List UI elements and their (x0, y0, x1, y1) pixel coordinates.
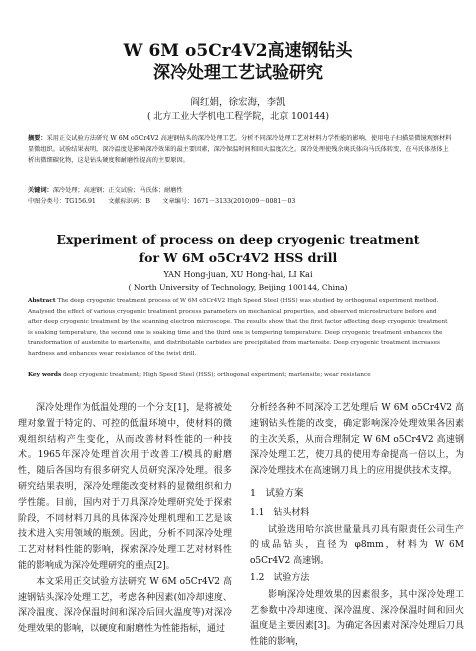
abstract-zh-label: 摘要： (28, 135, 47, 142)
keywords-en-label: Key words (28, 372, 62, 378)
english-affiliation: ( North University of Technology, Beijing 100144, China) (128, 283, 348, 292)
english-title-line-2: for W 6M o5Cr4V2 HSS drill (138, 250, 338, 265)
abstract-zh-text: 采用正交试验方法研究 W 6M o5Cr4V2 高速钢钻头的深冷处理工艺。分析不同深冷处理工艺对材料力学性能的影响，使用电子扫描显微镜观察材料显微组织。试验结果表明，深冷温度是影响深冷效果的最主要因素，深冷保温时间和回火温度次之。深冷处理使残余奥氏体向马氏体转变，在马氏体基体上析出微细碳化物，这是钻头硬度和耐磨性提高的主要原因。 (28, 135, 452, 164)
body-paragraph: 试验选用哈尔滨世量量具刃具有限责任公司生产的成品钻头，直径为 φ8mm，材料为 W 6M o5Cr4V2 高速钢。 (250, 524, 464, 567)
paper-title-line-2: 深冷处理工艺试验研究 (153, 63, 323, 83)
keywords-zh-label: 关键词： (28, 187, 53, 194)
abstract-en-text: The deep cryogenic treatment process of W 6M o5Cr4V2 High Speed Steel (HSS) was studied by orthogonal experiment method. Analysed the effect of various cryogenic treatment process parameters on mechanical properties, and observed microstructure before and after deep cryogenic treatment by the scanning electron microscope. The results show that the first factor affecting deep cryogenic treatment is soaking temperature, the second one is soaking time and the third one is tempering temperature. Deep cryogenic treatment enhances the transformation of austenite to martensite, and distributable carbides are precipitated from martensite. Deep cryogenic treatment increases hardness and enhances wear resistance of the twist drill. (28, 298, 448, 357)
subsection-heading: 1.2 试验方法 (250, 572, 310, 583)
classification-line: 中图分类号：TG156.91 文献标识码：B 文章编号：1671－3133(2010)09－0081－03 (28, 198, 296, 205)
paper-title-line-1: W 6M o5Cr4V2高速钢钻头 (123, 41, 353, 61)
abstract-en (28, 296, 452, 372)
body-paragraph: 本文采用正交试验方法研究 W 6M o5Cr4V2 高速钢钻头深冷处理工艺，考虑各种因素(如冷却速度、深冷温度、深冷保温时间和深冷后回火温度等)对深冷处理效果的影响，以硬度和耐磨性为性能指标，通过 (18, 576, 232, 635)
authors: 阎红娟，徐宏海，李凯 (190, 97, 286, 108)
english-authors: YAN Hong-juan, XU Hong-hai, LI Kai (163, 270, 313, 279)
keywords-zh (28, 185, 452, 196)
keywords-en (28, 372, 452, 378)
keywords-en-text: deep cryogenic treatment; High Speed Steel (HSS); orthogonal experiment; martensite; wear resistance (63, 372, 371, 378)
english-title-line-1: Experiment of process on deep cryogenic treatment (56, 232, 420, 247)
body-paragraph: 影响深冷处理效果的因素很多，其中深冷处理工艺参数中冷却速度、深冷温度、深冷保温时间和回火温度是主要因素[3]。为确定各因素对深冷处理后刀具性能的影响， (250, 589, 464, 648)
body-column-left (18, 401, 232, 635)
keywords-zh-text: 深冷处理；高速钢；正交试验；马氏体；耐磨性 (52, 187, 183, 194)
affiliation: ( 北方工业大学机电工程学院，北京 100144) (146, 112, 330, 122)
body-paragraph: 深冷处理作为低温处理的一个分支[1]，是将被处理对象置于特定的、可控的低温环境中，使材料的微观组织结构产生变化，从而改善材料性能的一种技术。1965年深冷处理首次用于改善工/模具的耐磨性，随后各国均有很多研究人员研究深冷处理。很多研究结果表明，深冷处理能改变材料的显微组织和力学性能。目前，国内对于刀具深冷处理研究处于探索阶段，不同材料刀具的具体深冷处理机理和工艺是该技术进入实用领域的瓶颈。因此，分析不同深冷处理工艺对材料性能的影响，探索深冷处理工艺对材料性能的影响成为深冷处理研究的重点[2]。 (18, 403, 232, 571)
body-column-right (250, 401, 464, 648)
abstract-zh (28, 133, 452, 185)
subsection-heading: 1.1 钻头材料 (250, 507, 310, 518)
abstract-en-label: Abstract (28, 298, 56, 304)
body-paragraph: 分析经各种不同深冷工艺处理后 W 6M o5Cr4V2 高速钢钻头性能的改变，确定影响深冷处理效果各因素的主次关系，从而合理制定 W 6M o5Cr4V2 高速钢深冷处理工艺，使刀具的使用寿命提高一倍以上，为深冷处理技术在高速钢刀具上的应用提供技术支撑。 (250, 403, 464, 477)
section-heading: 1 试验方案 (250, 487, 304, 499)
